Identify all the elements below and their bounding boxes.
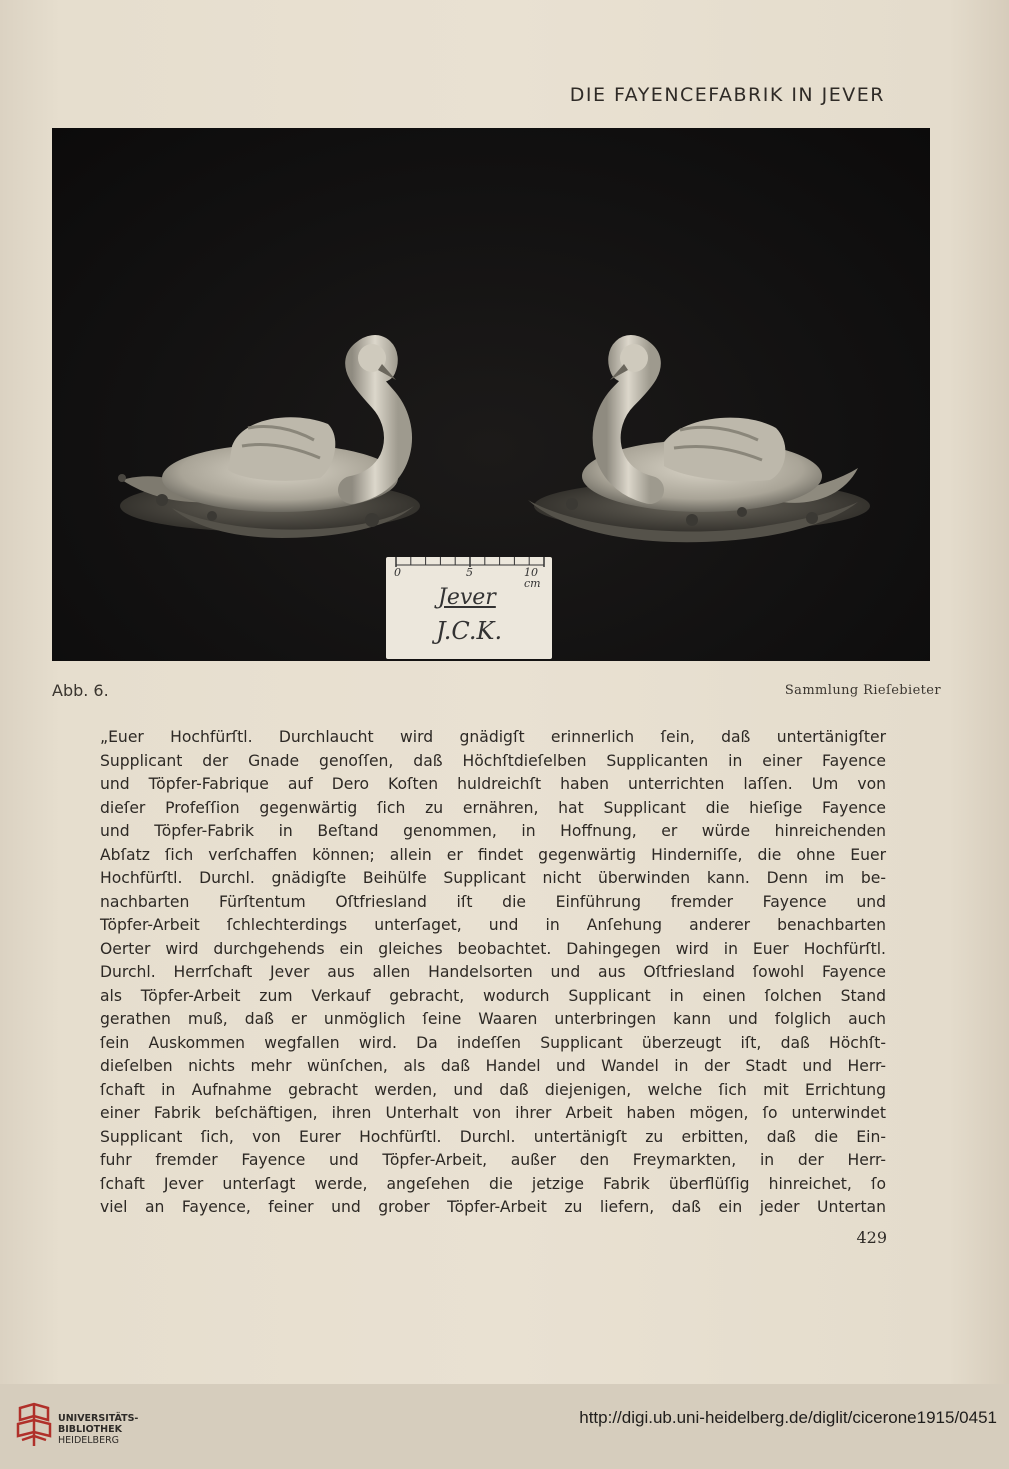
text-line: Durchl. Herrſchaft Jever aus allen Handelsorten und aus Oſtfriesland ſowohl Fayence xyxy=(100,963,886,981)
text-line: gerathen muß, daß er unmöglich ſeine Waaren unterbringen kann und folglich auch xyxy=(100,1010,886,1028)
text-line: und Töpfer-Fabrique auf Dero Koſten huldreichſt haben unterrichten laſſen. Um von xyxy=(100,775,886,793)
figure-credit: Sammlung Rieſebieter xyxy=(784,683,941,698)
running-title: DIE FAYENCEFABRIK IN JEVER xyxy=(569,84,885,106)
ruler-ten: 10 xyxy=(524,566,538,579)
ruler-unit: cm xyxy=(524,577,541,590)
card-text-initials: J.C.K. xyxy=(436,617,503,645)
ruler-zero: 0 xyxy=(394,566,401,579)
text-line: ſchaft Jever unterſagt werde, angeſehen die jetzige Fabrik überflüſſig hinreichet, ſo xyxy=(100,1174,886,1193)
text-line: einer Fabrik beſchäftigen, ihren Unterhalt von ihrer Arbeit haben mögen, ſo unterwindet xyxy=(100,1104,886,1122)
card-text-jever: Jever xyxy=(438,585,496,610)
text-line: viel an Fayence, feiner und grober Töpfer-Arbeit zu liefern, daß ein jeder Untertan xyxy=(100,1198,886,1216)
text-line: Abſatz ſich verſchaffen können; allein er findet gegenwärtig Hinderniſſe, die ohne Euer xyxy=(100,845,886,864)
text-line: Supplicant ſich, von Eurer Hochfürſtl. Durchl. untertänigſt zu erbitten, daß die Ein- xyxy=(100,1127,886,1146)
page-number: 429 xyxy=(856,1228,887,1247)
text-line: Hochfürſtl. Durchl. gnädigſte Beihülfe Supplicant nicht überwinden kann. Denn im be- xyxy=(100,869,886,887)
heidelberg-library-logo-icon xyxy=(12,1402,54,1448)
library-name-line1: UNIVERSITÄTS- xyxy=(58,1413,139,1424)
figure-number: Abb. 6. xyxy=(52,681,109,700)
measurement-label-card xyxy=(386,557,552,659)
text-line: Töpfer-Arbeit ſchlechterdings unterſaget, und in Anſehung anderer benachbarten xyxy=(100,916,886,934)
library-name-line3: HEIDELBERG xyxy=(58,1435,120,1446)
ruler-five: 5 xyxy=(466,566,473,579)
text-line: nachbarten Fürſtentum Oſtfriesland iſt die Einführung fremder Fayence und xyxy=(100,892,886,911)
left-swan-tureen xyxy=(118,344,420,538)
text-line: ſchaft in Aufnahme gebracht werden, und daß diejenigen, welche ſich mit Errichtung xyxy=(100,1080,886,1099)
body-paragraph xyxy=(100,726,886,1220)
text-line: „Euer Hochfürſtl. Durchlaucht wird gnädigſt erinnerlich ſein, daß untertänigſter xyxy=(100,728,886,746)
library-name-line2: BIBLIOTHEK xyxy=(58,1424,122,1435)
library-name xyxy=(58,1413,138,1446)
text-line: fuhr fremder Fayence und Töpfer-Arbeit, außer den Freymarkten, in der Herr- xyxy=(100,1151,886,1169)
text-line: Oerter wird durchgehends ein gleiches beobachtet. Dahingegen wird in Euer Hochfürſtl. xyxy=(100,939,886,958)
text-line: ſein Auskommen wegfallen wird. Da indeſſen Supplicant überzeugt iſt, daß Höchſt- xyxy=(100,1033,886,1052)
text-line: und Töpfer-Fabrik in Beſtand genommen, in Hoffnung, er würde hinreichenden xyxy=(100,822,886,840)
text-line: dieſelben nichts mehr wünſchen, als daß Handel und Wandel in der Stadt und Herr- xyxy=(100,1057,886,1075)
text-line: Supplicant der Gnade genoſſen, daß Höchſtdieſelben Supplicanten in einer Fayence xyxy=(100,751,886,770)
text-line: als Töpfer-Arbeit zum Verkauf gebracht, wodurch Supplicant in einen ſolchen Stand xyxy=(100,986,886,1005)
permalink-url[interactable]: http://digi.ub.uni-heidelberg.de/diglit/cicerone1915/0451 xyxy=(579,1408,997,1427)
swan-figure-photo xyxy=(52,128,930,661)
text-line: dieſer Profeſſion gegenwärtig ſich zu ernähren, hat Supplicant die hieſige Fayence xyxy=(100,798,886,817)
right-swan-tureen xyxy=(528,344,870,542)
